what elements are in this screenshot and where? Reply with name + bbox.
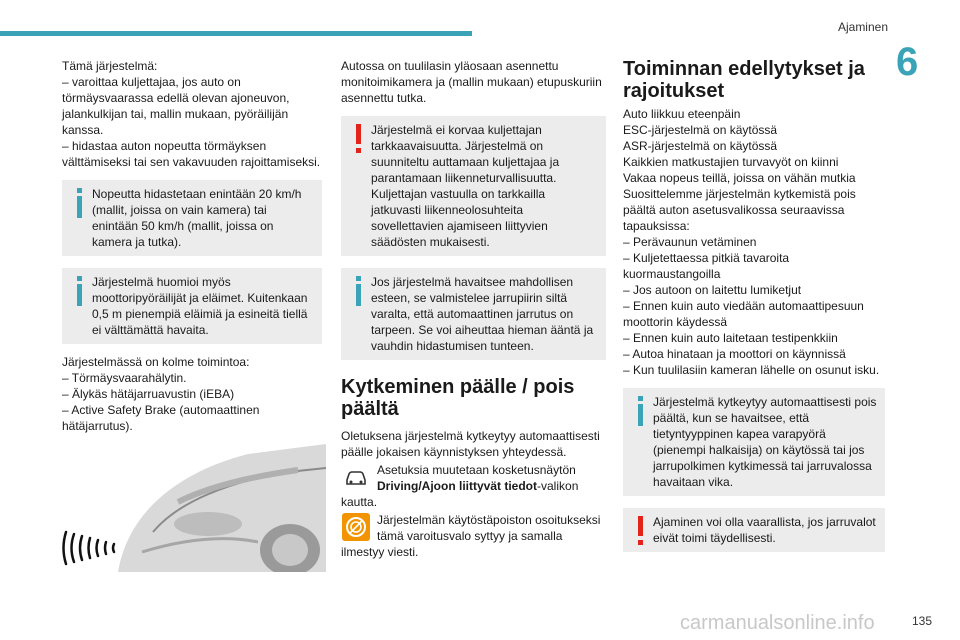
section-heading: Kytkeminen päälle / pois päältä [341,376,575,420]
condition-item: – Ennen kuin auto viedään automaattipesuun moottorin käydessä [623,299,864,329]
warning-text: Järjestelmä ei korvaa kuljettajan tarkkaavaisuutta. Järjestelmä on suunniteltu auttamaan kuljettajaa ja parantamaan liikenneturvallisuutta. Kuljettajan vastuulla on tarkkailla jatkuvasti liikenneolosuhteita sovellettavien ajamiseen liittyvien säädösten mukaisesti. [371,123,560,249]
condition-item: Vakaa nopeus teillä, joissa on vähän mutkia [623,171,856,185]
warning-box-brake-lights [623,508,885,552]
functions-intro: Järjestelmässä on kolme toimintoa: [62,355,250,369]
condition-item: – Jos autoon on laitettu lumiketjut [623,283,802,297]
function-item: – Törmäysvaarahälytin. [62,371,187,385]
settings-menu-name: Driving/Ajoon liittyvät tiedot [377,479,538,493]
warning-icon [350,124,366,156]
condition-item: Auto liikkuu eteenpäin [623,107,741,121]
camera-intro: Autossa on tuulilasin yläosaan asennettu monitoimikamera ja (mallin mukaan) etupuskuriin asennettu tutka. [341,59,602,105]
indicator-row [341,512,606,560]
info-text: Jos järjestelmä havaitsee mahdollisen esteen, se valmistelee jarrupiirin siltä varalta, että automaattinen jarrutus on tarpeen. Se voi aiheuttaa hieman ääntä ja vauhdin hidastumisen tunteen. [371,275,594,353]
function-item: – Active Safety Brake (automaattinen hätäjarrutus). [62,403,260,433]
header-accent-bar [0,31,472,36]
indicator-text: Järjestelmän käytöstäpoiston osoitukseksi tämä varoitusvalo syttyy ja samalla ilmestyy viesti. [341,513,601,559]
condition-item: Kaikkien matkustajien turvavyöt on kiinni [623,155,839,169]
section-heading: Toiminnan edellytykset ja rajoitukset [623,58,865,102]
intro-text: Tämä järjestelmä: [62,59,158,73]
condition-item: ESC-järjestelmä on käytössä [623,123,778,137]
section-title: Ajaminen [837,20,888,34]
car-radar-illustration [58,432,326,572]
info-text: Järjestelmä huomioi myös moottoripyöräilijät ja eläimet. Kuitenkaan 0,5 m pienempiä eläimiä ja esineitä tiellä ei välttämättä havaita. [92,275,308,337]
condition-item: – Kuljetettaessa pitkiä tavaroita kuormaustangoilla [623,251,790,281]
warning-text: Ajaminen voi olla vaarallista, jos jarruvalot eivät toimi täydellisesti. [653,515,876,545]
condition-item: – Ennen kuin auto laitetaan testipenkkiin [623,331,838,345]
middle-column [341,58,606,562]
car-settings-icon [341,462,371,492]
left-column [62,58,322,434]
info-icon [632,396,648,428]
watermark: carmanualsonline.info [680,612,875,634]
condition-item: – Perävaunun vetäminen [623,235,757,249]
intro-item: – varoittaa kuljettajaa, jos auto on törmäysvaarassa edellä olevan ajoneuvon, jalankulkijan tai, mallin mukaan, pyöräilijän kanssa. [62,75,290,137]
condition-item: – Autoa hinataan ja moottori on käynnissä [623,347,846,361]
info-icon [71,276,87,308]
warning-lamp-icon [341,512,371,542]
condition-item: Suosittelemme järjestelmän kytkemistä pois päältä auton asetusvalikossa seuraavissa tapauksissa: [623,187,856,233]
settings-row [341,462,606,510]
info-box-spare-wheel [623,388,885,496]
info-text: Nopeutta hidastetaan enintään 20 km/h (mallit, joissa on vain kamera) tai enintään 50 km/h (mallit, joissa on kamera ja tutka). [92,187,302,249]
condition-item: ASR-järjestelmä on käytössä [623,139,778,153]
info-box-speed [62,180,322,256]
info-box-obstacle [341,268,606,360]
condition-item: – Kun tuulilasiin kameran lähelle on osunut isku. [623,363,880,377]
chapter-number: 6 [896,40,919,84]
settings-text-start: Asetuksia muutetaan kosketusnäytön [377,463,576,477]
default-text: Oletuksena järjestelmä kytkeytyy automaattisesti päälle jokaisen käynnistyksen yhteydessä. [341,429,600,459]
warning-box-driver [341,116,606,256]
function-item: – Älykäs hätäjarruavustin (iEBA) [62,387,235,401]
settings-text-end: -valikon kautta. [341,479,579,509]
info-icon [71,188,87,220]
info-icon [350,276,366,308]
info-text: Järjestelmä kytkeytyy automaattisesti pois päältä, kun se havaitsee, että tietyntyyppinen kapea varapyörä (pienempi halkaisija) on käytössä tai jos jarrupolkimen kytkimessä tai jarruvalossa havaitaan vika. [653,395,877,489]
intro-item: – hidastaa auton nopeutta törmäyksen välttämiseksi tai sen vakavuuden rajoittamiseksi. [62,139,321,169]
right-column [623,58,885,562]
warning-icon [632,516,648,548]
page-number: 135 [912,614,933,628]
info-box-animals [62,268,322,344]
